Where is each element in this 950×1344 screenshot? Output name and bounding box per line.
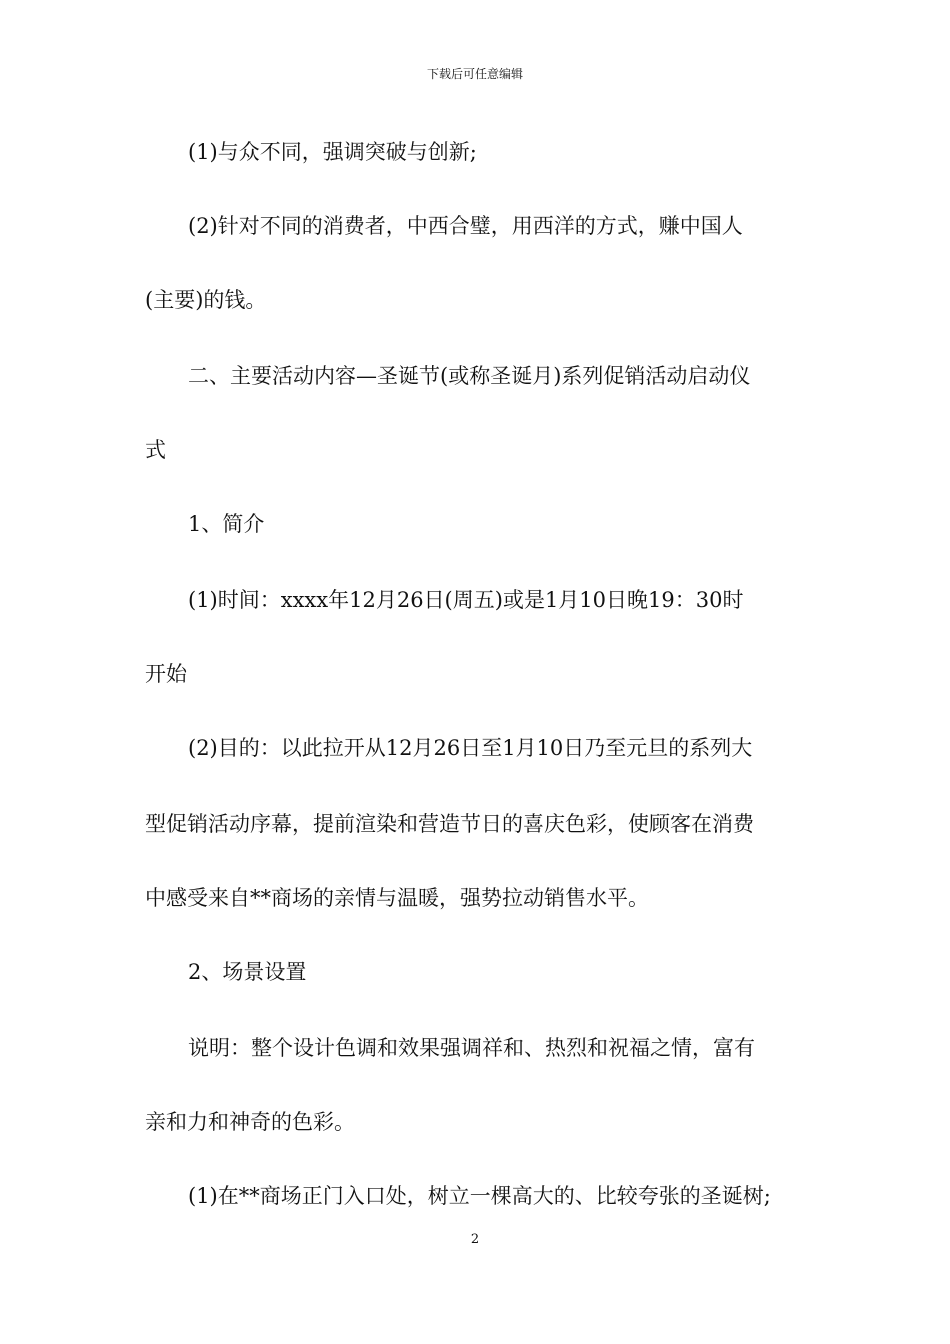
paragraph-line: (2)目的：以此拉开从12月26日至1月10日乃至元旦的系列大 bbox=[188, 736, 753, 760]
page-number: 2 bbox=[470, 1232, 480, 1247]
subsection-heading: 1、简介 bbox=[188, 512, 265, 536]
paragraph-line: (主要)的钱。 bbox=[145, 288, 267, 312]
page-header: 下载后可任意编辑 bbox=[426, 67, 523, 81]
paragraph-line: 说明：整个设计色调和效果强调祥和、热烈和祝福之情，富有 bbox=[188, 1036, 755, 1060]
paragraph-line: 开始 bbox=[145, 662, 187, 686]
section-heading: 二、主要活动内容—圣诞节(或称圣诞月)系列促销活动启动仪 bbox=[188, 364, 751, 388]
paragraph-line: (2)针对不同的消费者，中西合璧，用西洋的方式，赚中国人 bbox=[188, 214, 743, 238]
paragraph-line: (1)与众不同，强调突破与创新; bbox=[188, 140, 477, 164]
paragraph-line: (1)时间：xxxx年12月26日(周五)或是1月10日晚19：30时 bbox=[188, 588, 744, 612]
paragraph-line: (1)在**商场正门入口处，树立一棵高大的、比较夸张的圣诞树; bbox=[188, 1184, 771, 1208]
paragraph-line: 亲和力和神奇的色彩。 bbox=[145, 1110, 355, 1134]
paragraph-line: 型促销活动序幕，提前渲染和营造节日的喜庆色彩，使顾客在消费 bbox=[145, 812, 754, 836]
subsection-heading: 2、场景设置 bbox=[188, 960, 307, 984]
paragraph-line: 中感受来自**商场的亲情与温暖，强势拉动销售水平。 bbox=[145, 886, 649, 910]
section-heading-continued: 式 bbox=[145, 438, 166, 462]
